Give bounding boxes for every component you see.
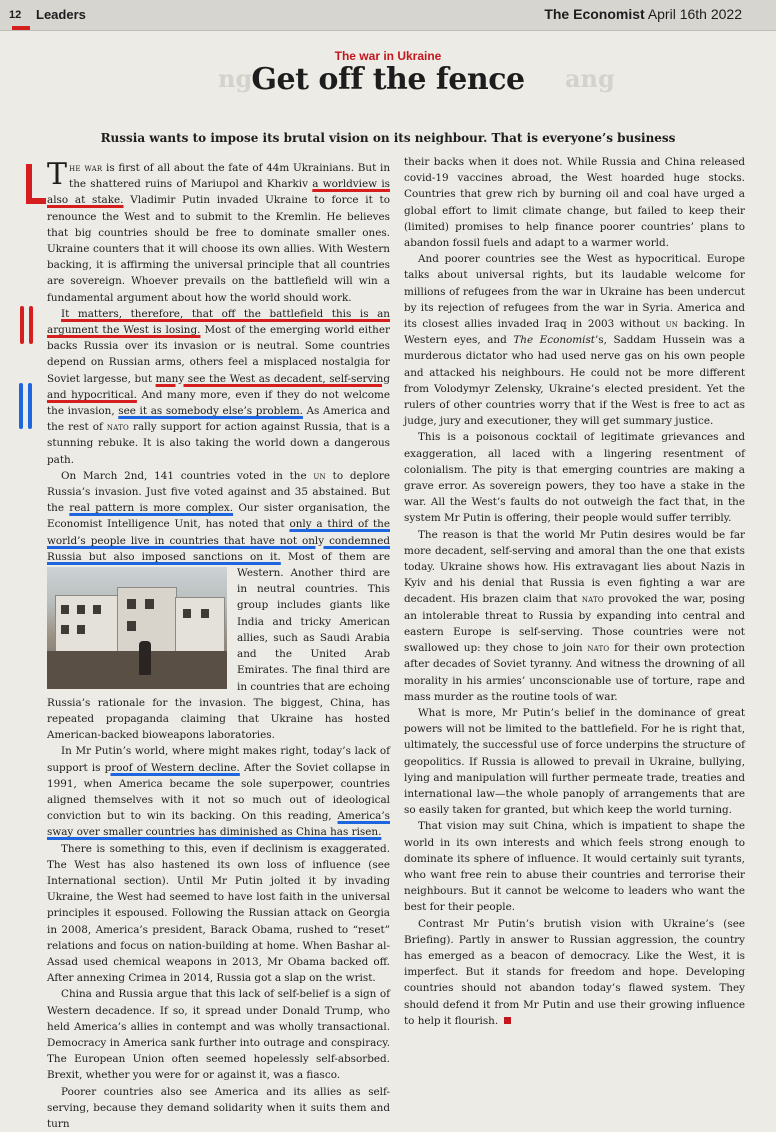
text: provoked the war, posing an intolerable threat to Russia by expanding into central and eastern Europe is self-serving. Those countries were not swallowed up: they chose to join <box>404 593 745 655</box>
paragraph: This is a poisonous cocktail of legitimate grievances and exaggeration, all laced with a lingering resentment of colonialism. The pity is that emerging countries are making a grave error. As sovereign powers, they too have a stake in the war. All the West’s faults do not outweigh the fact that, in the system Mr Putin is offering, their people would suffer terribly. <box>404 431 745 525</box>
blue-underline-highlight: real pattern is more complex. <box>69 502 234 515</box>
paragraph: their backs when it does not. While Russia and China released covid-19 vaccines abroad, the West hoarded huge stocks. Countries that grew rich by burning oil and coal have urged a global effort to limit climate change, but failed to keep their (limited) promises to help finance poorer countries’ plans to abandon fossil fuels and adapt to a warmer world. <box>404 156 745 250</box>
text: for their own protection after decades of Soviet tyranny. And witness the drowning of all morality in his armies’ unconscionable use of torture, rape and mass murder as the routine tools of war. <box>404 642 745 703</box>
paragraph <box>404 251 745 429</box>
text: un <box>665 318 679 331</box>
text: On March 2nd, 141 countries voted in the <box>61 469 314 482</box>
window <box>61 605 69 614</box>
lead-in: he war <box>69 162 103 174</box>
red-double-bar-mark <box>29 306 33 344</box>
text: In Mr Putin’s world, where might makes right, today’s lack of support is <box>47 745 390 774</box>
right-column <box>404 154 745 1029</box>
paragraph: China and Russia argue that this lack of self-belief is a sign of Western decadence. If so, it spread under Donald Trump, who held America’s allies in contempt and was wholly transactional. Democracy in America sank further into outrage and conspiracy. The European Union often seemed hopelessly self-absorbed. Brexit, whether you were for or against it, was a fiasco. <box>47 988 390 1082</box>
person-figure <box>139 641 151 675</box>
window <box>183 609 191 618</box>
red-double-bar-mark <box>20 306 24 344</box>
text: Our sister organisation, the Economist Intelligence Unit, has noted that <box>47 502 391 531</box>
text: The reason is that the world Mr Putin desires would be far more decadent, self-serving and amoral than the one that exists today. Ukraine shows how. His extravagant lies about Nazis in Kyiv and his denial that Russia is even fighting a war are decadent. His brazen claim that <box>404 528 745 606</box>
text: to deplore Russia’s invasion. Just five voted against and 35 abstained. But the <box>47 469 391 515</box>
paragraph <box>404 916 745 1029</box>
bleed-through-text: ng <box>218 64 253 93</box>
paragraph: There is something to this, even if declinism is exaggerated. The West has also hastened its own loss of influence (see International section). Until Mr Putin jolted it by invading Ukraine, the West had seemed to have lost faith in the universal principles it espoused. Following the Russian attack on Georgia in 2008, America’s president, Barack Obama, rushed to “reset” relations and focus on nation-building at home. When Bashar al-Assad used chemical weapons in 2013, Mr Obama backed off. After annexing Crimea in 2014, Russia got a slap on the wrist. <box>47 842 390 985</box>
text: ’s, Saddam Hussein was a murderous dictator who had used nerve gas on his own people and attacked his neighbours. He could not be more different from Volodymyr Zelensky, Ukraine’s elected president. Yet the rulers of other countries worry that if the West is free to act as judge, jury and executioner, they will get summary justice. <box>404 334 745 428</box>
paragraph: Poorer countries also see America and its allies as self-serving, because they demand solidarity when it suits them and turn <box>47 1085 390 1130</box>
text: And many more, even if they do not welcome the invasion, <box>47 388 391 418</box>
blue-underline-highlight: proof of Western decline. <box>104 761 240 774</box>
text: Most of the emerging world either backs Russia over its invasion or is neutral. Some countries depend on Russian arms, others feel a misplaced nostalgia for Soviet largesse, but <box>47 324 390 385</box>
red-rule <box>12 26 30 30</box>
article-headline: Get off the fence <box>251 62 525 97</box>
article-kicker: The war in Ukraine <box>334 49 442 63</box>
paragraph <box>47 468 390 743</box>
window <box>61 625 69 634</box>
text: As America and the rest of <box>47 405 391 434</box>
text: Contrast Mr Putin’s brutish vision with Ukraine’s (see Briefing). Partly in answer to Russian aggression, the country has emerged as a beacon of democracy. Like the West, it is imperfect. But it stands for freedom and hope. Developing countries should not abandon today’s flawed system. They should defend it from Mr Putin and use their growing influence to help it flourish. <box>404 917 745 1027</box>
paragraph <box>47 306 390 468</box>
publication-name: The Economist <box>544 6 645 22</box>
window <box>201 609 209 618</box>
text: nato <box>581 593 604 606</box>
issue-date: April 16th 2022 <box>647 6 742 22</box>
text: un <box>313 469 326 482</box>
window <box>77 625 85 634</box>
section-name: Leaders <box>36 7 86 22</box>
text: nato <box>587 642 610 655</box>
blue-underline-highlight: only a third of the world’s people live in countries that have not only condemned Russia but also imposed sanctions on it. <box>47 518 390 563</box>
paragraph: That vision may suit China, which is impatient to shape the world in its own interests and which feels strong enough to dominate its sphere of influence. It would certainly suit tyrants, who want free rein to abuse their countries and terrorise their neighbours. But it cannot be welcome to leaders who want the best for their people. <box>404 820 745 914</box>
paragraph <box>47 743 390 840</box>
window <box>145 599 154 609</box>
window <box>77 605 85 614</box>
blue-double-bar-mark <box>19 383 23 429</box>
page-header-bar <box>0 0 776 31</box>
ruined-building <box>175 597 225 657</box>
left-column <box>47 157 391 1132</box>
text: is first of all about the fate of 44m Ukrainians. But in the shattered ruins of Mariupol and Kharkiv <box>69 162 391 191</box>
paragraph <box>47 157 391 306</box>
red-bracket-mark <box>26 198 46 204</box>
masthead <box>544 6 742 22</box>
text: And poorer countries see the West as hypocritical. Europe talks about universal rights, but its laudable welcome for millions of refugees from the war in Ukraine has been undercut by its rejection of refugees from the war in Syria. America and its closest allies invaded Iraq in 2003 without <box>404 253 745 331</box>
red-underline-highlight: It matters, therefore, that off the battlefield this is an argument the West is losing. <box>47 307 390 337</box>
text: backing. In Western eyes, and <box>404 318 745 347</box>
text: Vladimir Putin invaded Ukraine to force it to renounce the West and to submit to the Kremlin. He believes that big countries should be free to dominate smaller ones. Ukraine counters that it will choose its own allies. With Western backing, it is affirming the universal principle that all countries are sovereign. Whoever prevails on the battlefield will win a fundamental argument about how the world should work. <box>47 194 390 304</box>
war-damage-photo <box>47 567 227 689</box>
bleed-through-text: ang <box>565 64 615 93</box>
page-number: 12 <box>9 9 22 21</box>
red-underline-highlight: a worldview is also at stake. <box>47 178 390 207</box>
blue-underline-highlight: America’s sway over smaller countries has diminished as China has risen. <box>47 810 390 839</box>
text: After the Soviet collapse in 1991, when America became the sole superpower, countries aligned themselves with it not so much out of ideological conviction but to win its backing. On this reading, <box>47 761 390 823</box>
red-underline-highlight: many see the West as decadent, self-serving and hypocritical. <box>47 372 390 401</box>
text: nato <box>106 421 129 434</box>
text: rally support for action against Russia, that is a stunning rebuke. It is also taking the world down a dangerous path. <box>47 421 390 466</box>
blue-double-bar-mark <box>28 383 32 429</box>
blue-underline-highlight: see it as somebody else’s problem. <box>118 405 303 418</box>
window <box>127 599 136 609</box>
publication-name-italic: The Economist <box>513 334 595 347</box>
article-rubric: Russia wants to impose its brutal vision on its neighbour. That is everyone’s business <box>100 131 676 145</box>
paragraph <box>404 527 745 705</box>
text: Most of them are Western. Another third are in neutral countries. This group includes giants like India and tricky American allies, such as Saudi Arabia and the United Arab Emirates. The final third are in countries that are echoing Russia’s rationale for the invasion. The biggest, China, has repeated propaganda claiming that Ukraine has hosted American-backed bioweapons laboratories. <box>47 550 390 742</box>
paragraph: What is more, Mr Putin’s belief in the dominance of great powers will not be limited to the battlefield. For he is right that, ultimately, the successful use of force underpins the structure of geopolitics. If Russia is allowed to prevail in Ukraine, bullying, lying and manipulation will further permeate trade, treaties and international law—the whole panoply of arrangements that are so easily taken for granted, but which keep the world turning. <box>404 706 745 817</box>
window <box>93 605 101 614</box>
rubble <box>47 651 227 689</box>
drop-cap: T <box>47 157 68 192</box>
window <box>127 621 136 631</box>
